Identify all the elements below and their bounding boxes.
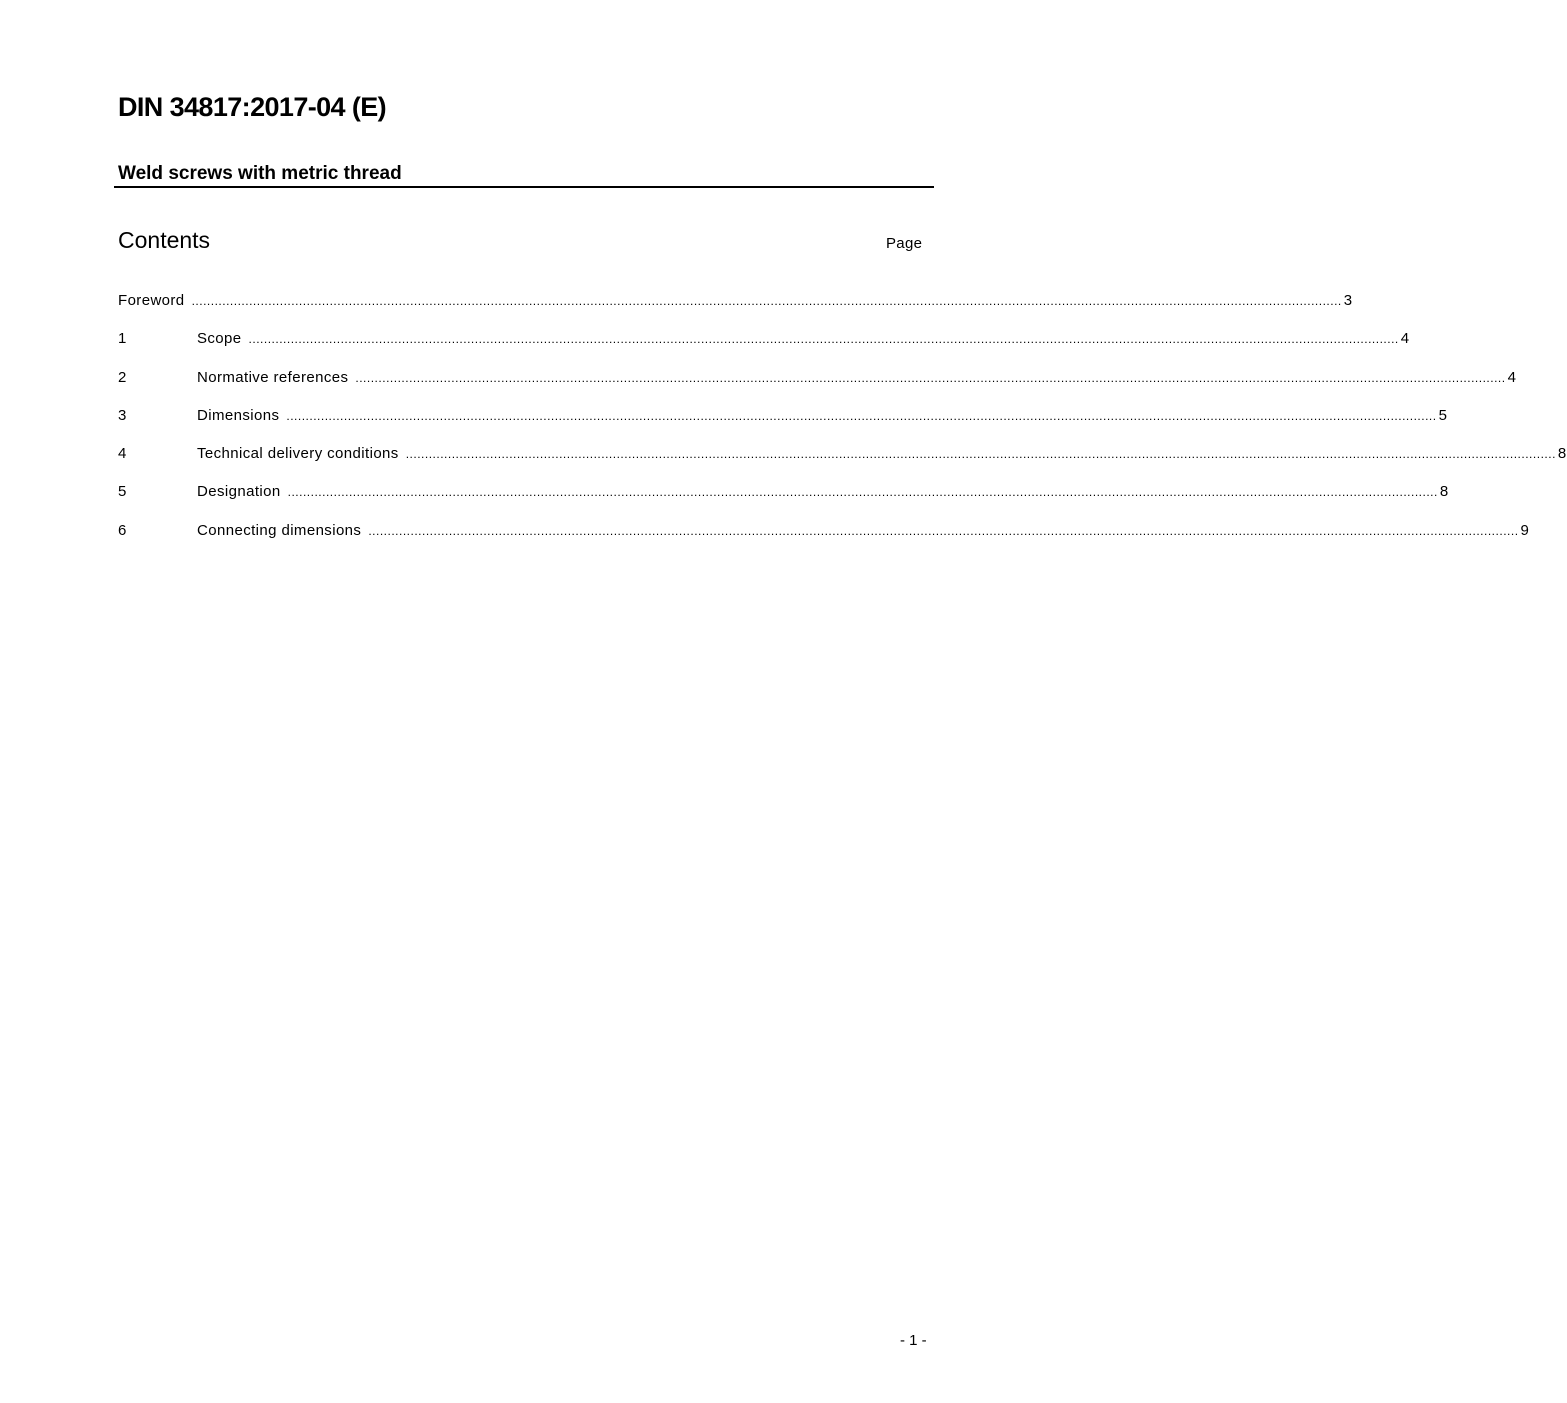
toc-entry-page: 4 xyxy=(1507,368,1517,386)
toc-entry-number: 3 xyxy=(118,406,127,424)
toc-dot-leader: ............................................................................................................................................................................................................................................................................................................ xyxy=(286,408,1437,423)
toc-dot-leader: ............................................................................................................................................................................................................................................................................................................ xyxy=(405,447,1556,462)
toc-entry-page: 8 xyxy=(1439,483,1449,501)
toc-dot-leader: ............................................................................................................................................................................................................................................................................................................ xyxy=(368,523,1519,538)
toc-entry-number: 2 xyxy=(118,368,127,386)
page-column-label: Page xyxy=(886,235,923,252)
toc-entry-connecting-dimensions[interactable] xyxy=(118,521,1530,541)
toc-dot-leader: ............................................................................................................................................................................................................................................................................................................ xyxy=(287,485,1438,500)
toc-entry-title: Dimensions xyxy=(197,406,280,424)
toc-entry-title: Technical delivery conditions xyxy=(197,445,399,463)
toc-entry-dimensions[interactable] xyxy=(118,406,1448,426)
toc-entry-number: 5 xyxy=(118,483,127,501)
contents-heading: Contents xyxy=(118,227,211,253)
toc-entry-title: Normative references xyxy=(197,368,349,386)
toc-entry-number: 4 xyxy=(118,445,127,463)
toc-dot-leader: ............................................................................................................................................................................................................................................................................................................ xyxy=(355,370,1506,385)
toc-entry-title: Scope xyxy=(197,330,242,348)
toc-entry-page: 5 xyxy=(1438,406,1448,424)
toc-entry-page: 8 xyxy=(1557,445,1567,463)
toc-entry-scope[interactable] xyxy=(118,330,1410,349)
toc-entry-title: Foreword xyxy=(118,292,185,309)
toc-entry-normative-references[interactable] xyxy=(118,368,1517,388)
toc-dot-leader: ............................................................................................................................................................................................................................................................................................................ xyxy=(191,294,1342,308)
toc-entry-foreword[interactable] xyxy=(118,292,1353,311)
toc-entry-title: Designation xyxy=(197,483,281,501)
toc-entry-number: 6 xyxy=(118,521,127,539)
document-subtitle: Weld screws with metric thread xyxy=(118,163,402,184)
toc-entry-number: 1 xyxy=(118,330,127,348)
toc-entry-technical-delivery-conditions[interactable] xyxy=(118,445,1567,464)
toc-dot-leader: ............................................................................................................................................................................................................................................................................................................ xyxy=(248,332,1399,347)
toc-entry-page: 3 xyxy=(1343,292,1353,309)
document-title: DIN 34817:2017-04 (E) xyxy=(118,92,387,122)
toc-entry-page: 9 xyxy=(1520,521,1530,539)
subtitle-rule xyxy=(114,186,934,188)
toc-entry-designation[interactable] xyxy=(118,483,1449,502)
table-of-contents xyxy=(118,292,1567,560)
page-number: - 1 - xyxy=(900,1332,927,1349)
toc-entry-title: Connecting dimensions xyxy=(197,521,362,539)
toc-entry-page: 4 xyxy=(1400,330,1410,348)
